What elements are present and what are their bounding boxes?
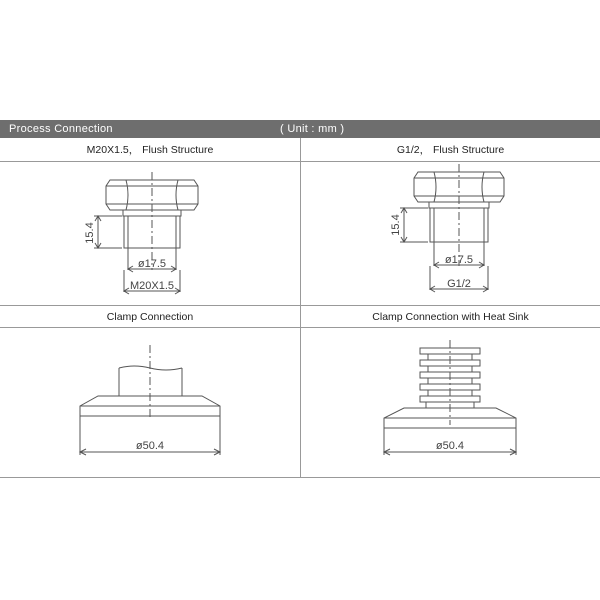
- table-title: Process Connection: [9, 123, 113, 135]
- drawings-svg: [0, 120, 600, 478]
- g12-thread-dim: G1/2: [447, 278, 471, 290]
- clamp-drawing: [80, 345, 220, 455]
- m20-flush-drawing: [94, 172, 198, 294]
- clamp-heatsink-drawing: [384, 340, 516, 455]
- caption-clamp: Clamp Connection: [106, 311, 194, 323]
- clamp-diameter-dim: ø50.4: [135, 440, 165, 452]
- table-grid: [0, 138, 600, 478]
- process-connection-table: [0, 120, 600, 478]
- m20-thread-dim: M20X1.5: [129, 280, 175, 292]
- m20-diameter-dim: ø17.5: [137, 258, 167, 270]
- caption-m20-flush: M20X1.5， Flush Structure: [86, 144, 214, 156]
- caption-g12-flush: G1/2， Flush Structure: [396, 144, 505, 156]
- g12-flush-drawing: [400, 164, 504, 292]
- unit-label: ( Unit : mm ): [280, 123, 345, 135]
- caption-clamp-heatsink: Clamp Connection with Heat Sink: [372, 311, 529, 323]
- g12-diameter-dim: ø17.5: [444, 254, 474, 266]
- clamp-heatsink-diameter-dim: ø50.4: [435, 440, 465, 452]
- g12-height-dim: 15.4: [390, 214, 402, 236]
- m20-height-dim: 15.4: [84, 222, 96, 244]
